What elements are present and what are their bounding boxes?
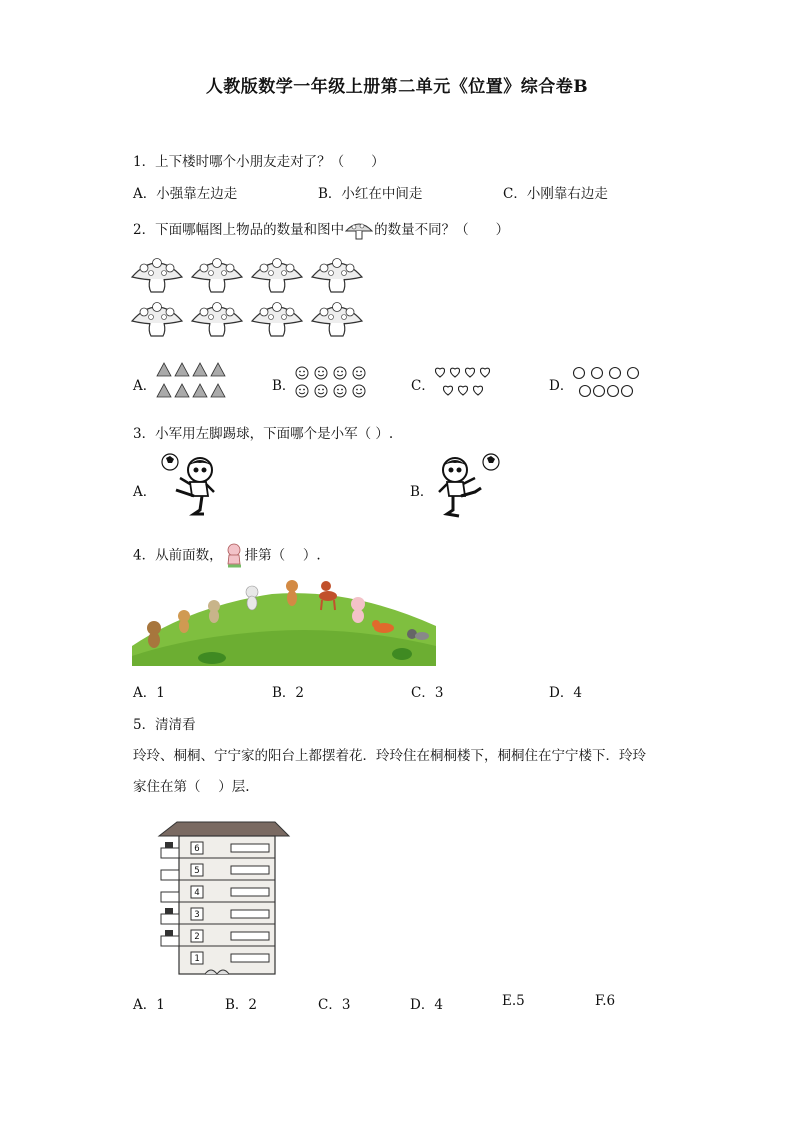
circle-icon (608, 386, 619, 397)
q5-option-b[interactable]: B．2 (225, 997, 258, 1013)
pig-inline-icon (223, 542, 245, 570)
q2-option-b-label[interactable]: B． (272, 378, 296, 394)
triangle-icon (211, 384, 225, 397)
page-title: 人教版数学一年级上册第二单元《位置》综合卷B (205, 77, 589, 97)
mushroom-inline-icon (344, 221, 374, 241)
mushroom-grid (130, 255, 370, 345)
q1-option-a[interactable]: A．小强靠左边走 (133, 186, 238, 202)
q5-option-c[interactable]: C．3 (318, 997, 351, 1013)
q2-option-d-label[interactable]: D． (549, 378, 574, 394)
q4-option-c[interactable]: C．3 (411, 685, 444, 701)
heart-icon (443, 386, 452, 395)
apartment-building-image (155, 818, 291, 976)
q2-option-a-label[interactable]: A． (133, 378, 157, 394)
q2-option-d-circles[interactable] (570, 364, 646, 400)
smiley-icon (353, 385, 365, 397)
q4-option-a[interactable]: A．1 (133, 685, 165, 701)
mushroom-icon (132, 259, 182, 293)
q3-option-b-label[interactable]: B． (410, 484, 434, 500)
q2-option-c-label[interactable]: C． (411, 378, 435, 394)
heart-icon (435, 368, 444, 377)
q3-option-a-boy-image[interactable] (156, 452, 222, 518)
smiley-icon (315, 367, 327, 379)
floor-number: 5 (194, 866, 200, 876)
q4-option-d[interactable]: D．4 (549, 685, 582, 701)
smiley-icon (315, 385, 327, 397)
q3-option-b-boy-image[interactable] (433, 452, 505, 520)
circle-icon (628, 368, 639, 379)
circle-icon (594, 386, 605, 397)
mushroom-icon (312, 303, 362, 337)
smiley-icon (334, 385, 346, 397)
mushroom-icon (132, 303, 182, 337)
animals-on-hill-image (132, 576, 436, 666)
mushroom-icon (192, 259, 242, 293)
heart-icon (458, 386, 467, 395)
heart-icon (473, 386, 482, 395)
q5-text-line-1: 玲玲、桐桐、宁宁家的阳台上都摆着花．玲玲住在桐桐楼下，桐桐住在宁宁楼下．玲玲 (133, 748, 646, 764)
question-4-stem (133, 542, 321, 570)
floor-number: 4 (194, 888, 200, 898)
triangle-icon (175, 363, 189, 376)
circle-icon (580, 386, 591, 397)
triangle-icon (175, 384, 189, 397)
triangle-icon (211, 363, 225, 376)
smiley-icon (296, 385, 308, 397)
circle-icon (610, 368, 621, 379)
q5-option-e[interactable]: E.5 (502, 993, 525, 1009)
floor-number: 6 (194, 844, 200, 854)
q2-option-b-smileys[interactable] (293, 364, 371, 400)
q5-option-a[interactable]: A．1 (133, 997, 165, 1013)
q4-stem-before: 4．从前面数， (133, 547, 223, 564)
mushroom-icon (192, 303, 242, 337)
circle-icon (592, 368, 603, 379)
circle-icon (622, 386, 633, 397)
smiley-icon (334, 367, 346, 379)
q1-option-c[interactable]: C．小刚靠右边走 (503, 186, 608, 202)
question-1-stem: 1．上下楼时哪个小朋友走对了？（ ） (133, 154, 385, 170)
q5-option-f[interactable]: F.6 (595, 993, 616, 1009)
circle-icon (574, 368, 585, 379)
mushroom-icon (312, 259, 362, 293)
q2-stem-before: 2．下面哪幅图上物品的数量和图中 (133, 222, 345, 238)
q4-stem-after: 排第（ ）. (244, 547, 321, 564)
heart-icon (465, 368, 474, 377)
q4-option-b[interactable]: B．2 (272, 685, 305, 701)
smiley-icon (296, 367, 308, 379)
mushroom-icon (252, 259, 302, 293)
q2-option-c-hearts[interactable] (432, 364, 496, 400)
q3-option-a-label[interactable]: A． (133, 484, 157, 500)
question-3-stem: 3．小军用左脚踢球，下面哪个是小军（ ）. (133, 426, 394, 442)
triangle-icon (157, 363, 171, 376)
heart-icon (480, 368, 489, 377)
q5-option-d[interactable]: D．4 (410, 997, 443, 1013)
mushroom-icon (252, 303, 302, 337)
heart-icon (450, 368, 459, 377)
floor-number: 3 (194, 910, 200, 920)
q2-stem-after: 的数量不同？（ ） (374, 222, 510, 238)
q2-option-a-triangles[interactable] (155, 360, 229, 400)
smiley-icon (353, 367, 365, 379)
triangle-icon (157, 384, 171, 397)
question-5-stem: 5．清清看 (133, 717, 196, 733)
q5-text-line-2: 家住在第（ ）层. (133, 779, 250, 795)
question-2-stem (133, 218, 509, 241)
floor-number: 1 (194, 954, 200, 964)
triangle-icon (193, 384, 207, 397)
triangle-icon (193, 363, 207, 376)
q1-option-b[interactable]: B．小红在中间走 (318, 186, 423, 202)
floor-number: 2 (194, 932, 200, 942)
